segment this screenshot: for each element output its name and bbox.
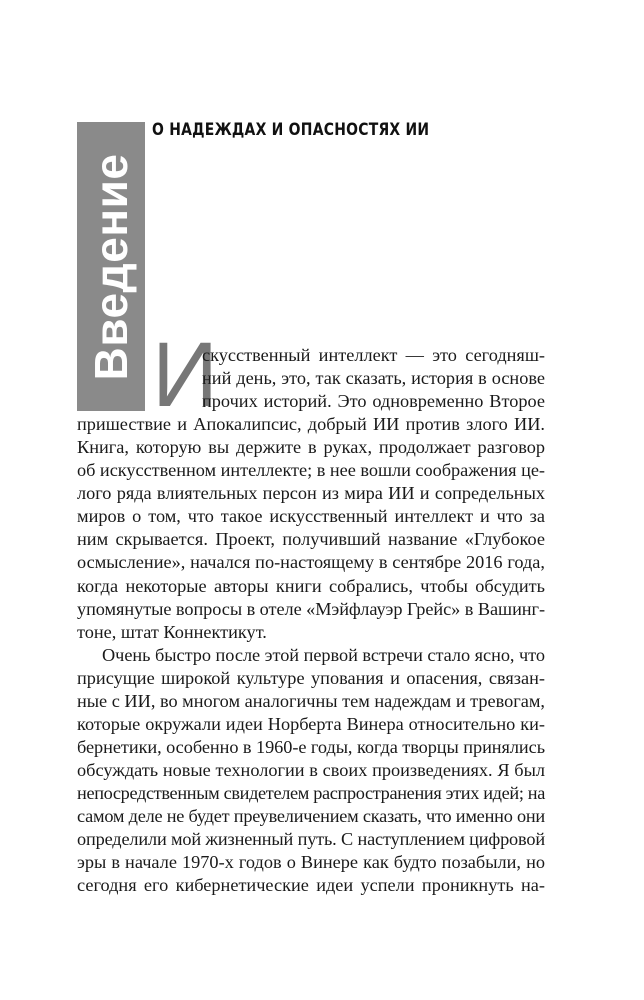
text-line: осмысление», начался по-настоящему в сентябре 2016 года, [77, 552, 545, 573]
text-line: миров о том, что такое искусственный интеллект и что за [77, 506, 545, 527]
text-line: непосредственным свидетелем распространения этих идей; на [77, 783, 545, 804]
text-line: присущие широкой культуре упования и опасения, связан- [77, 668, 545, 688]
text-line: эры в начале 1970-х годов о Винере как будто позабыли, но [77, 852, 545, 873]
text-line: пришествие и Апокалипсис, добрый ИИ против злого ИИ. [77, 414, 545, 435]
text-line: ним скрывается. Проект, получивший название «Глубокое [77, 529, 545, 550]
text-line: бернетики, особенно в 1960-е годы, когда творцы принялись [77, 737, 545, 758]
text-line: об искусственном интеллекте; в нее вошли соображения це- [77, 460, 545, 481]
text-line: прочих историй. Это одновременно Второе [202, 391, 545, 412]
chapter-side-bar [77, 122, 145, 411]
text-line: лого ряда влиятельных персон из мира ИИ и сопредельных [77, 483, 545, 504]
text-line: определили мой жизненный путь. С наступлением цифровой [77, 829, 545, 850]
text-line: самом деле не будет преувеличением сказать, что именно они [77, 806, 545, 827]
chapter-heading: О НАДЕЖДАХ И ОПАСНОСТЯХ ИИ [152, 120, 430, 140]
text-line: скусственный интеллект — это сегодняш- [202, 345, 545, 365]
text-line: которые окружали идеи Норберта Винера относительно ки- [77, 714, 545, 735]
text-line: Книга, которую вы держите в руках, продолжает разговор [77, 437, 545, 458]
drop-cap: И [152, 324, 219, 426]
text-line: Очень быстро после этой первой встречи стало ясно, что [102, 644, 545, 665]
text-line: ний день, это, так сказать, история в основе [202, 368, 545, 389]
text-line: когда некоторые авторы книги собрались, чтобы обсудить [77, 575, 545, 596]
chapter-side-title: Введение [85, 153, 137, 380]
text-line: ные с ИИ, во многом аналогичны тем надеждам и тревогам, [77, 691, 545, 712]
text-line: упомянутые вопросы в отеле «Мэйфлауэр Грейс» в Вашинг- [77, 598, 545, 619]
text-line: сегодня его кибернетические идеи успели проникнуть на- [77, 875, 545, 896]
text-line: обсуждать новые технологии в своих произведениях. Я был [77, 760, 545, 781]
text-line: тоне, штат Коннектикут. [77, 621, 267, 642]
